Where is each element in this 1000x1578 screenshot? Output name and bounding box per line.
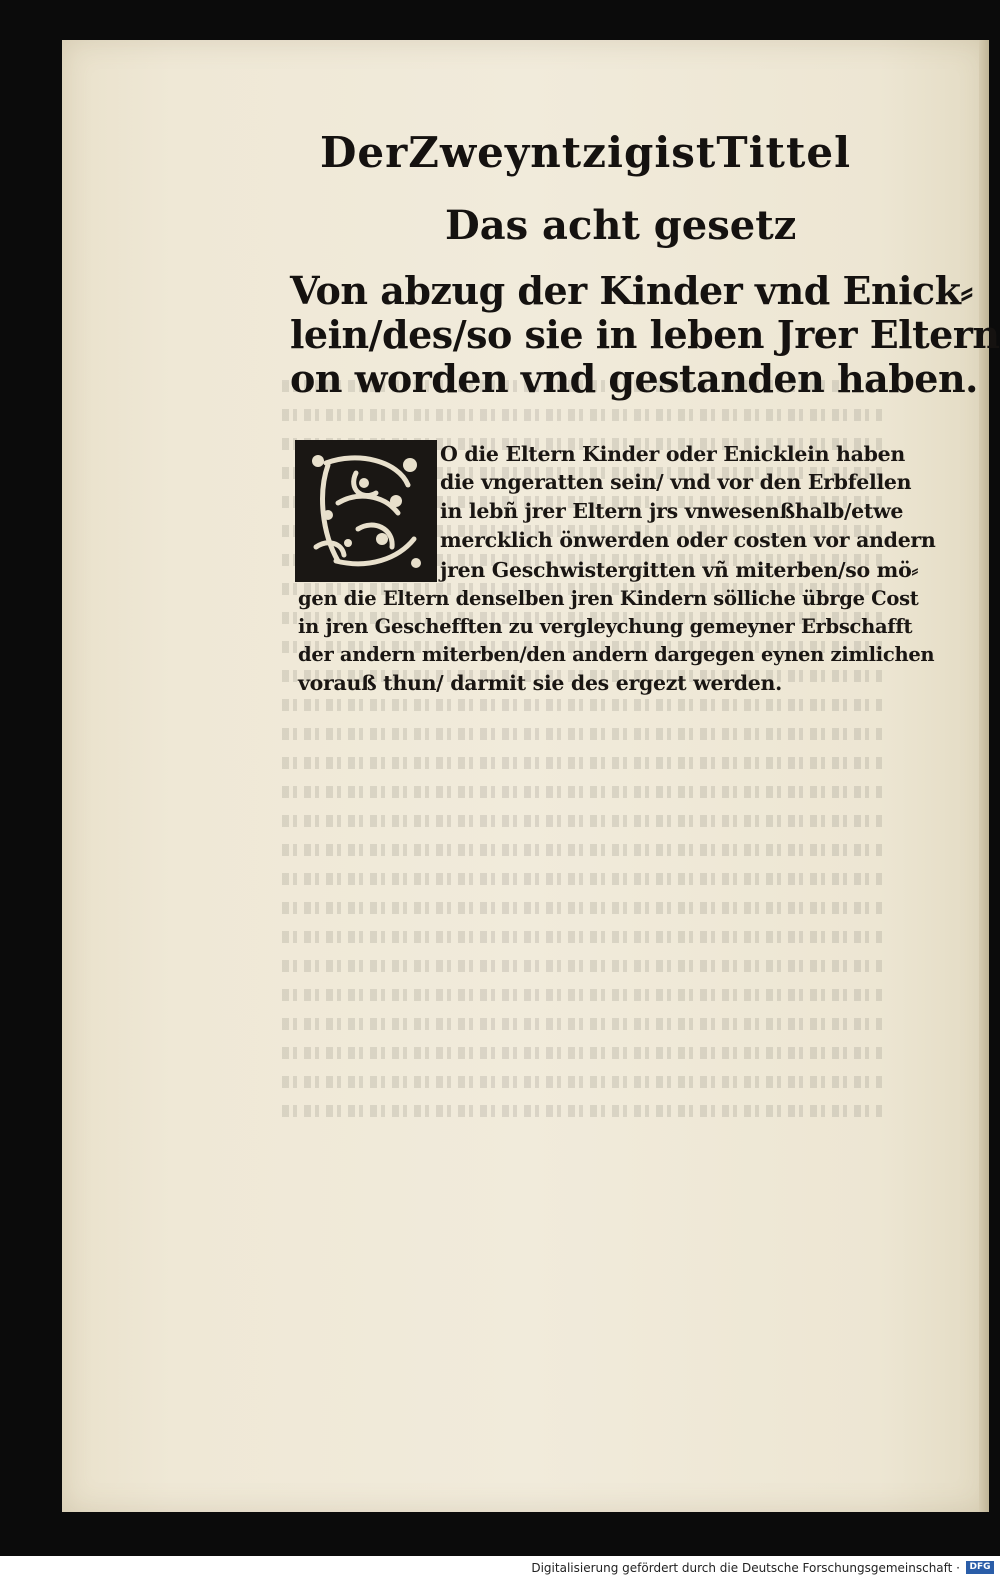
body-line-7: in jren Geschefften zu vergleychung gemeyner Erbschafft [298, 615, 913, 638]
body-line-6: gen die Eltern denselben jren Kindern sölliche übrge Cost [298, 587, 919, 610]
title-word-3: Tittel [716, 128, 852, 177]
heading-line-2: lein/des/so sie in leben Jrer Eltern [290, 312, 1000, 357]
page-edge [979, 40, 989, 1512]
body-line-8: der andern miterben/den andern dargegen eynen zimlichen [298, 643, 935, 666]
body-line-9: vorauß thun/ darmit sie des ergezt werden. [298, 671, 782, 695]
title-word-2: Zweyntzigist [408, 128, 717, 177]
section-subtitle: Das acht gesetz [445, 202, 797, 249]
body-line-1: O die Eltern Kinder oder Enicklein haben [440, 442, 906, 466]
title-word-1: Der [320, 128, 409, 177]
body-line-4: mercklich önwerden oder costen vor andern [440, 528, 936, 552]
dfg-logo-icon: DFG [966, 1561, 994, 1574]
book-page [62, 40, 989, 1512]
decorated-initial-icon [295, 440, 437, 582]
body-line-2: die vngeratten sein/ vnd vor den Erbfellen [440, 470, 912, 494]
funding-notice: Digitalisierung gefördert durch die Deutsche Forschungsgemeinschaft · [531, 1561, 960, 1575]
heading-line-1: Von abzug der Kinder vnd Enick⸗ [290, 268, 973, 313]
footer-bar [0, 1556, 1000, 1578]
page-title [320, 128, 852, 177]
body-line-3: in lebñ jrer Eltern jrs vnwesenßhalb/etwe [440, 499, 904, 523]
heading-line-3: on worden vnd gestanden haben. [290, 356, 978, 401]
body-line-5: jren Geschwistergitten vñ miterben/so mö⸗ [440, 558, 918, 582]
